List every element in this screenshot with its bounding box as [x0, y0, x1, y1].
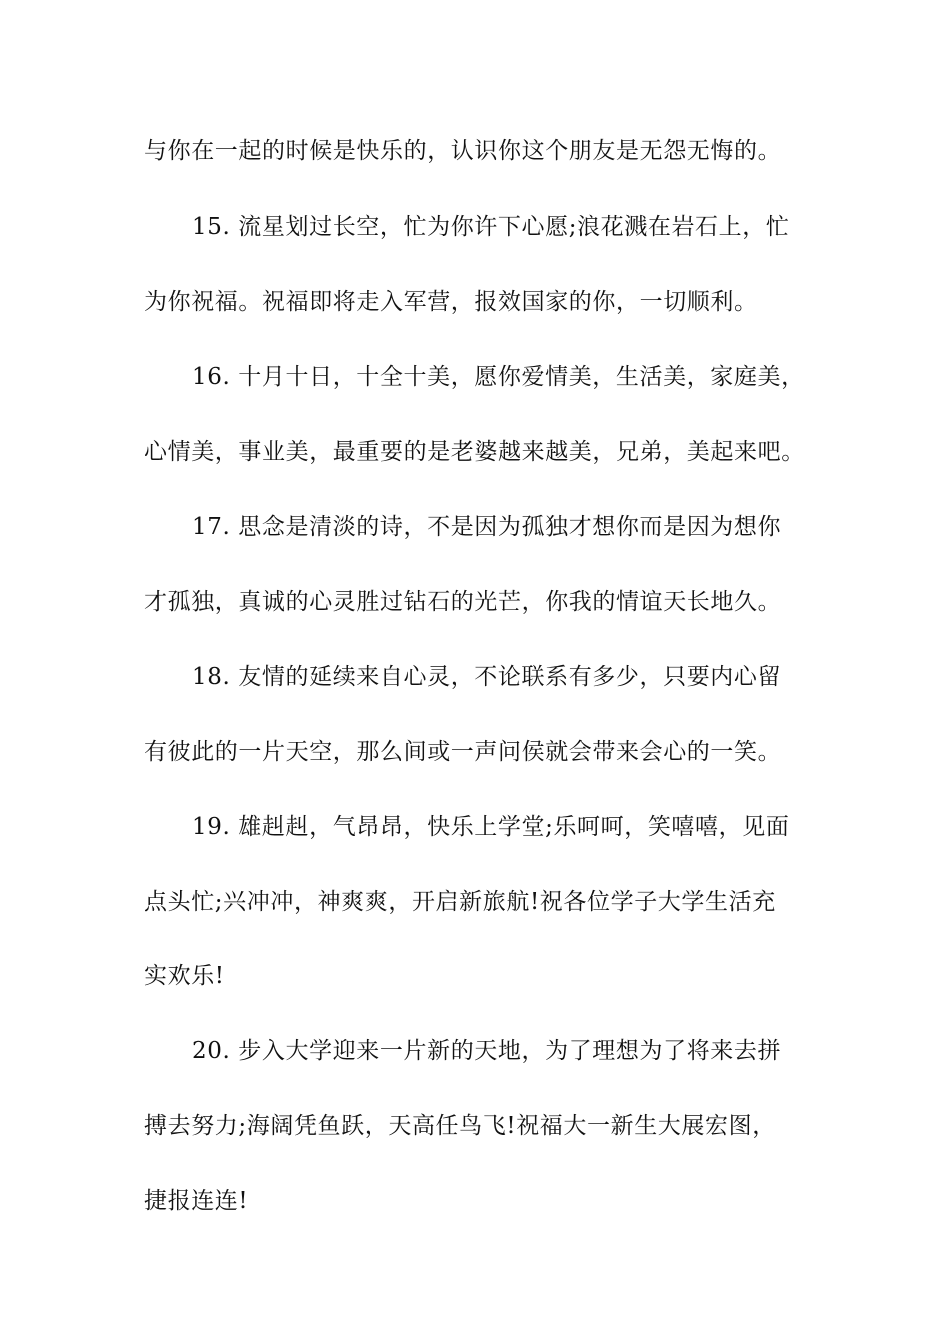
list-item-18-start: 18. 友情的延续来自心灵，不论联系有多少，只要内心留	[192, 664, 782, 690]
list-item-17-start: 17. 思念是清淡的诗，不是因为孤独才想你而是因为想你	[192, 514, 782, 540]
text-line: 点头忙;兴冲冲，神爽爽，开启新旅航!祝各位学子大学生活充	[144, 889, 776, 915]
text-line: 才孤独，真诚的心灵胜过钻石的光芒，你我的情谊天长地久。	[144, 589, 782, 615]
list-item-16-start: 16. 十月十日，十全十美，愿你爱情美，生活美，家庭美，	[192, 364, 805, 390]
text-line: 与你在一起的时候是快乐的，认识你这个朋友是无怨无悔的。	[144, 138, 782, 164]
text-line: 搏去努力;海阔凭鱼跃，天高任鸟飞!祝福大一新生大展宏图，	[144, 1113, 776, 1139]
list-item-20-start: 20. 步入大学迎来一片新的天地，为了理想为了将来去拼	[192, 1038, 782, 1064]
text-line: 捷报连连!	[144, 1188, 249, 1214]
list-item-15-start: 15. 流星划过长空，忙为你许下心愿;浪花溅在岩石上，忙	[192, 214, 790, 240]
list-item-19-start: 19. 雄赳赳，气昂昂，快乐上学堂;乐呵呵，笑嘻嘻，见面	[192, 814, 790, 840]
text-line: 心情美，事业美，最重要的是老婆越来越美，兄弟，美起来吧。	[144, 439, 805, 465]
text-line: 有彼此的一片天空，那么间或一声问侯就会带来会心的一笑。	[144, 739, 782, 765]
text-line: 实欢乐!	[144, 963, 225, 989]
text-line: 为你祝福。祝福即将走入军营，报效国家的你，一切顺利。	[144, 289, 758, 315]
